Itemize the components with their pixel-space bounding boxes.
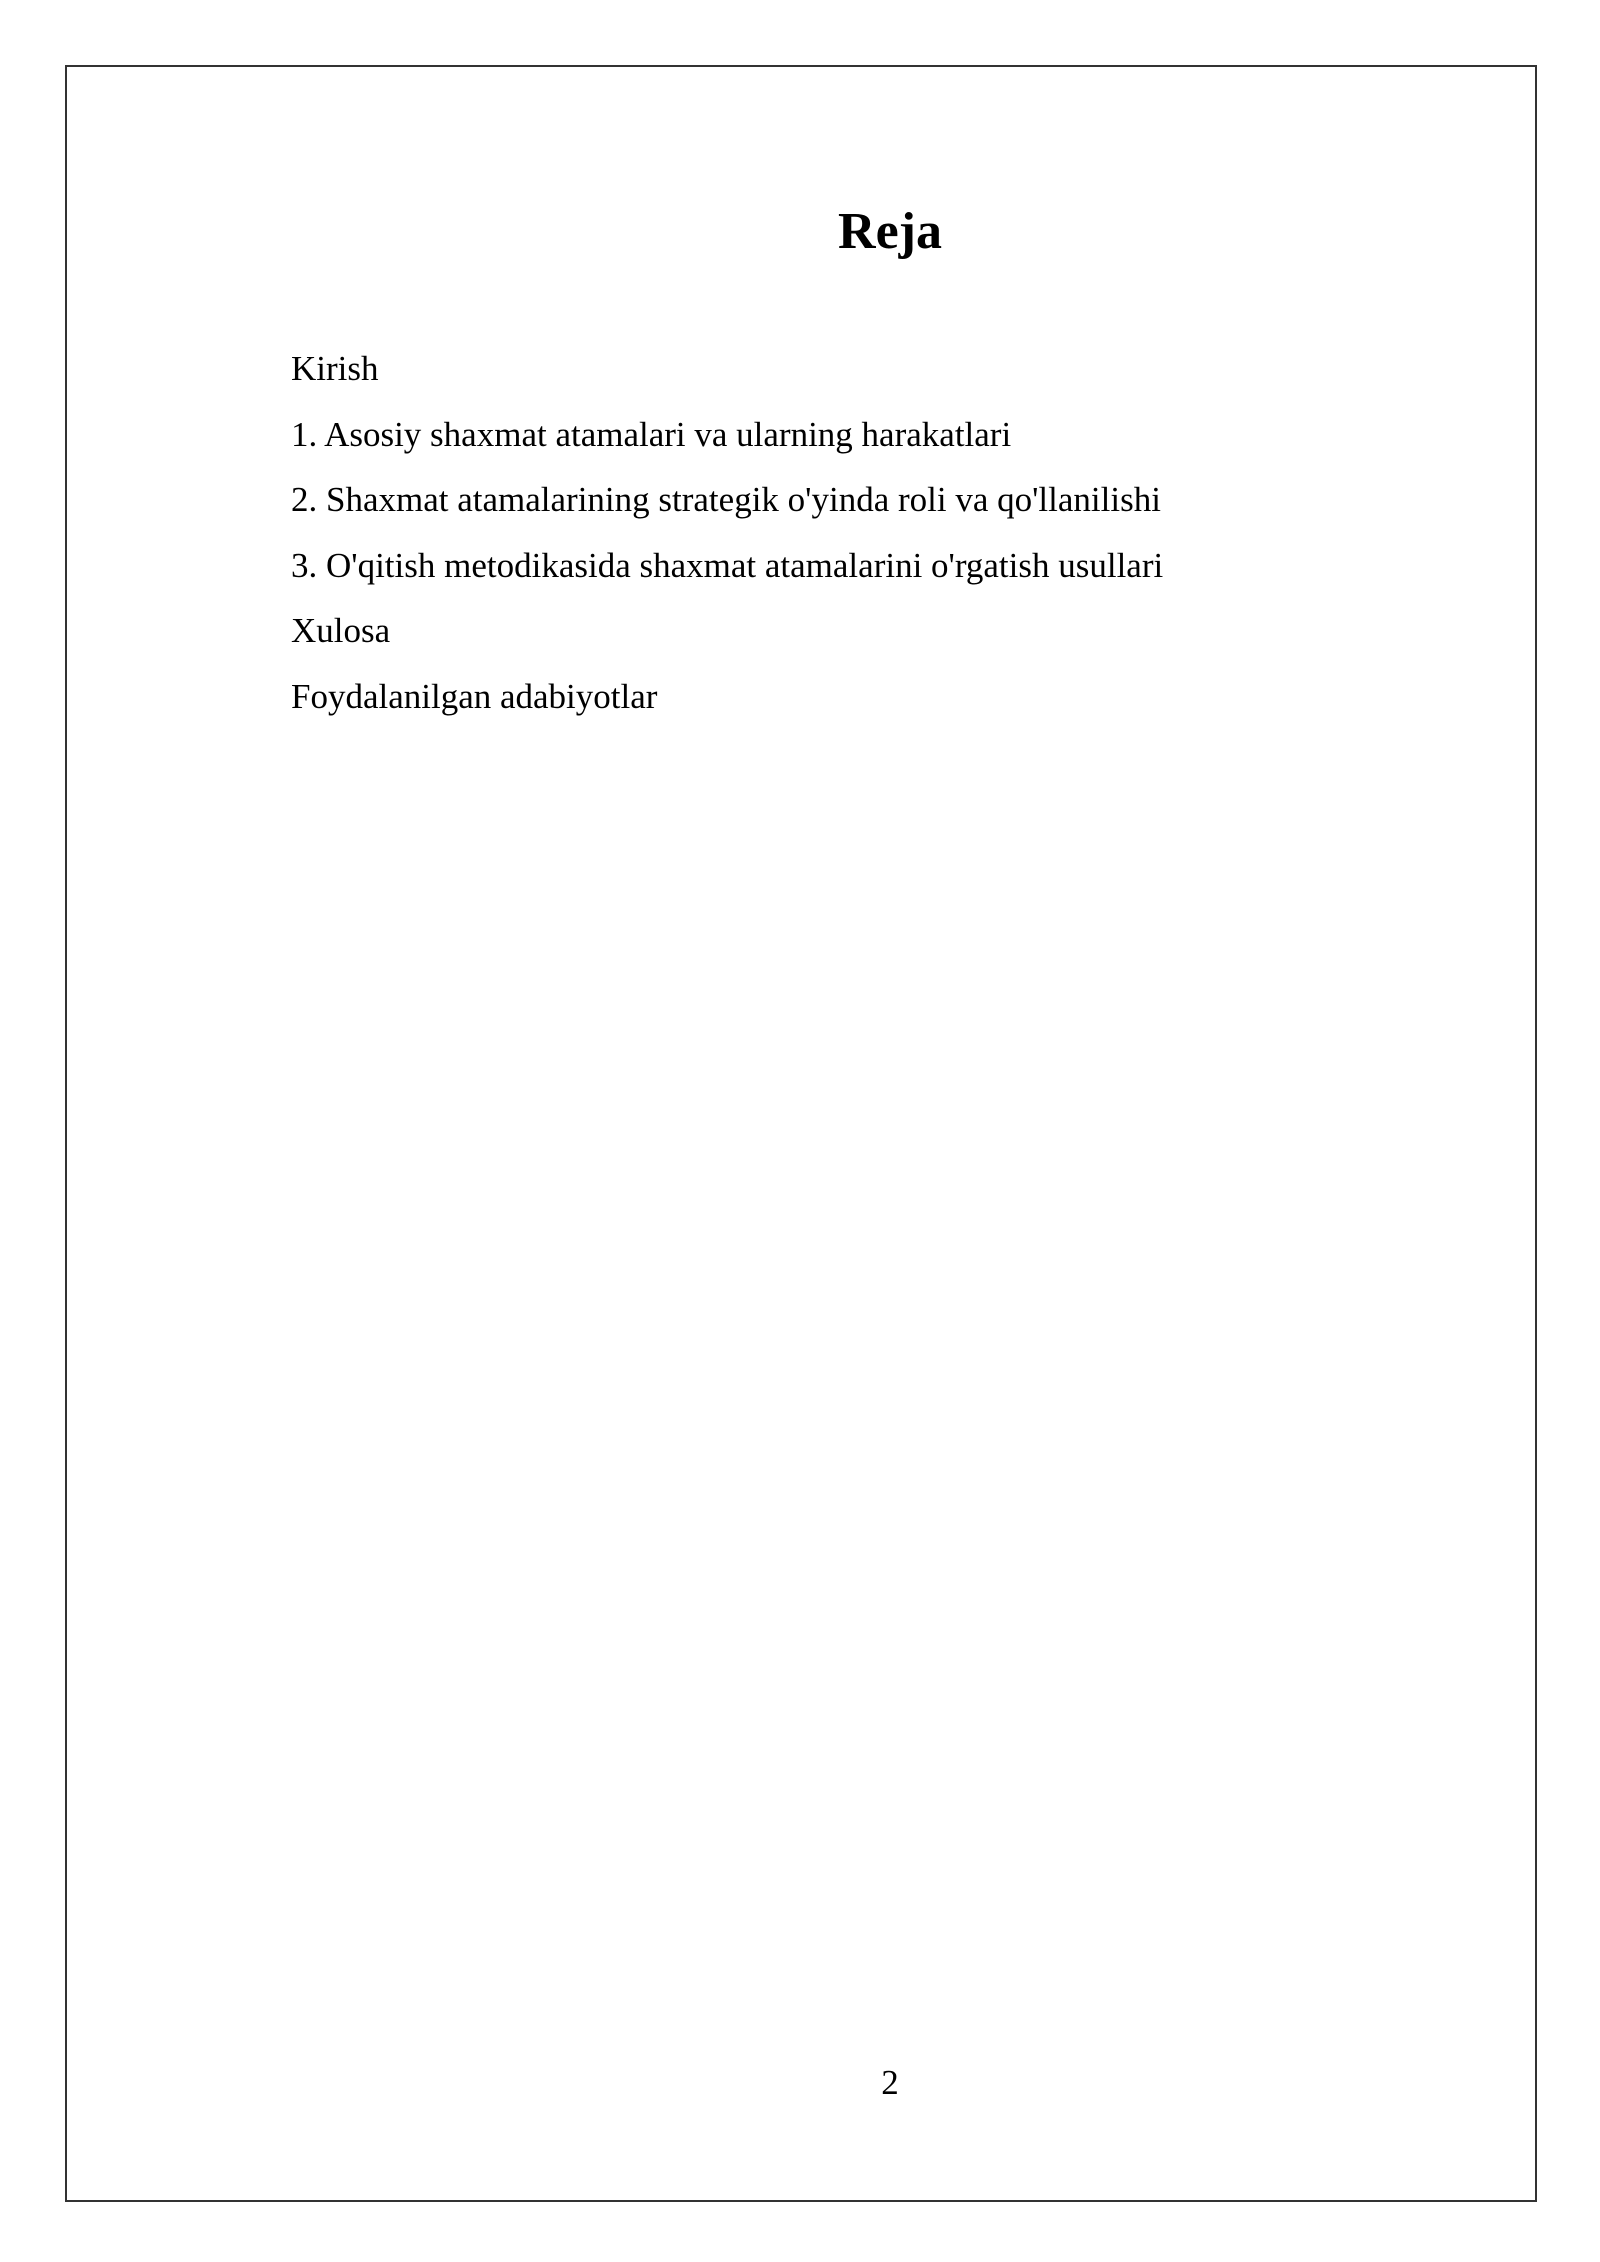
toc-item-chapter-3: 3. O'qitish metodikasida shaxmat atamalarini o'rgatish usullari — [291, 545, 1164, 585]
table-of-contents — [291, 336, 1163, 729]
toc-item-references: Foydalanilgan adabiyotlar — [291, 676, 658, 716]
page-number: 2 — [881, 2063, 899, 2102]
toc-item-conclusion: Xulosa — [291, 611, 391, 650]
page-title: Reja — [838, 203, 942, 260]
toc-item-chapter-2: 2. Shaxmat atamalarining strategik o'yinda roli va qo'llanilishi — [291, 480, 1161, 519]
toc-item-introduction: Kirish — [291, 349, 379, 388]
toc-item-chapter-1: 1. Asosiy shaxmat atamalari va ularning harakatlari — [291, 414, 1012, 454]
